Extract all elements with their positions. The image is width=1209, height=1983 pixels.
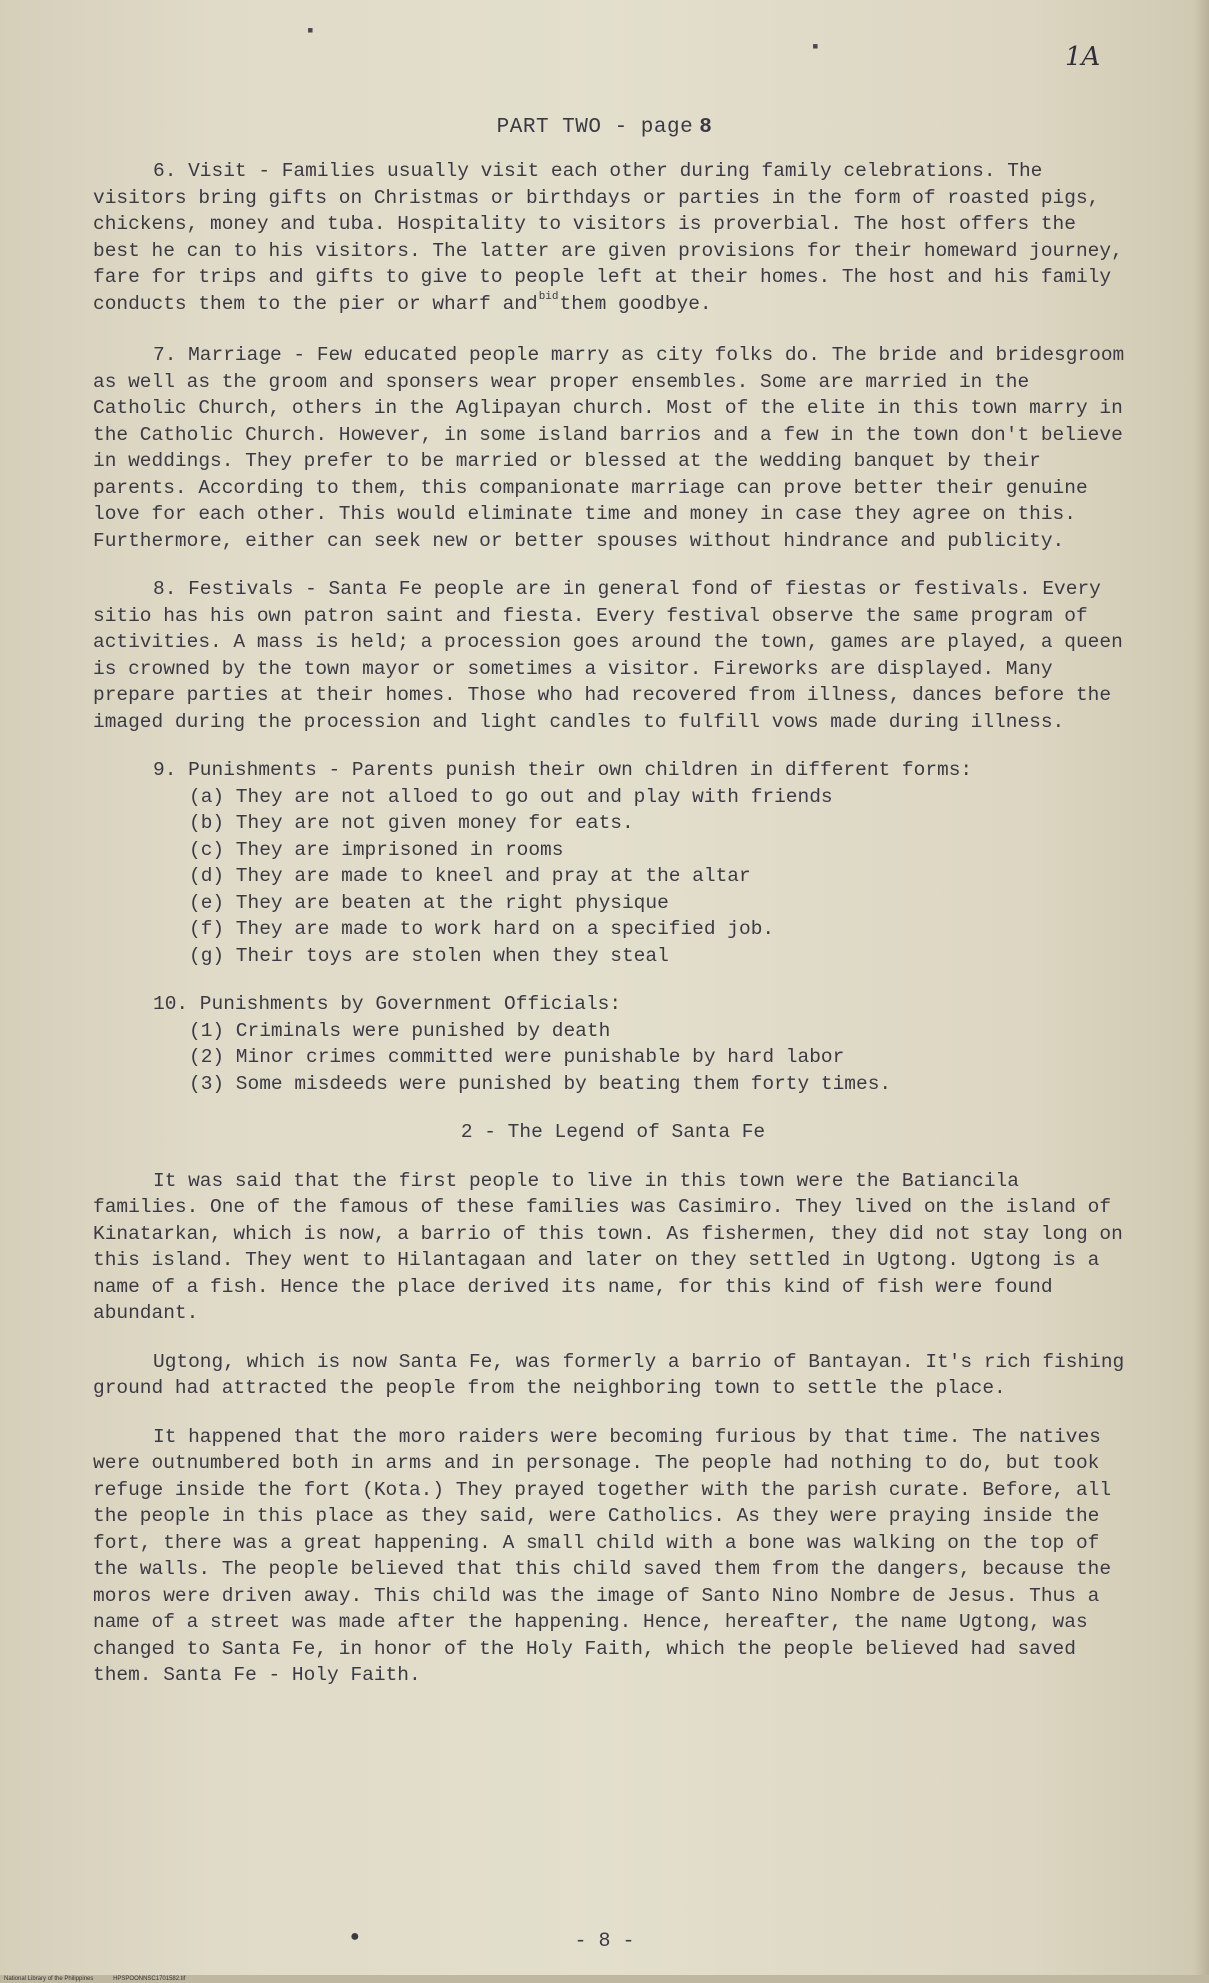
heading-title: PART TWO - page [496, 116, 694, 139]
legend-title: 2 - The Legend of Santa Fe [460, 1121, 766, 1143]
footer-page-number: - 8 - [574, 1930, 635, 1953]
punch-mark-left: ▪ [305, 22, 316, 42]
gov-punishments-list [189, 1018, 1133, 1098]
legend-paragraph-3: It happened that the moro raiders were becoming furious by that time. The natives were outnumbered both in arms and in personage. The people had nothing to do, but took refuge inside the fort (Kota.) They prayed together with the parish curate. Before, all the people in this place as they said, were Catholics. As they were praying inside the fort, there was a great happening. A small child with a bone was walking on the top of the walls. The people believed that this child saved them from the dangers, because the moros were driven away. This child was the image of Santo Nino Nombre de Jesus. Thus a name of a street was made after the happening. Hence, hereafter, the name Ugtong, was changed to Santa Fe, in honor of the Holy Faith, which the people believed had saved them. Santa Fe - Holy Faith. [93, 1425, 1112, 1686]
legend-paragraph-1: It was said that the first people to live in this town were the Batiancila families. One of the famous of these families was Casimiro. They lived on the island of Kinatarkan, which is now, a barrio of this town. As fishermen, they did not stay long on this island. They went to Hilantagaan and later on they settled in Ugtong. Ugtong is a name of a fish. Hence the place derived its name, for this kind of fish were found abundant. [93, 1169, 1123, 1324]
document-body [93, 158, 1133, 1689]
visit-end-text: them goodbye. [559, 292, 712, 315]
section-visit [93, 158, 1133, 320]
section-marriage: 7. Marriage - Few educated people marry as city folks do. The bride and bridesgroom as well as the groom and sponsers wear proper ensembles. Some are married in the Catholic Church, others in the Aglipayan church. Most of the elite in this town marry in the Catholic Church. However, in some island barrios and a few in the town don't believe in weddings. They prefer to be married or blessed at the wedding banquet by their parents. According to them, this companionate marriage can prove better their genuine love for each other. This would eliminate time and money in case they agree on this. Furthermore, either can seek new or better spouses without hindrance and publicity. [93, 344, 1125, 552]
visit-text: 6. Visit - Families usually visit each other during family celebrations. The visitors bring gifts on Christmas or birthdays or parties in the form of roasted pigs, chickens, money and tuba. Hospitality to visitors is proverbial. The host offers the best he can to his visitors. The latter are given provisions for their homeward journey, fare for trips and gifts to give to people left at their homes. The host and his family conducts them to the pier or wharf and [93, 160, 1123, 315]
section-punishments: 9. Punishments - Parents punish their own children in different forms: [153, 759, 973, 781]
heading-page-number: 8 [699, 116, 713, 139]
library-name: National Library of the Philippines [4, 1976, 94, 1982]
list-item: (1) Criminals were punished by death [189, 1019, 611, 1042]
list-item: (e) They are beaten at the right physique [189, 891, 669, 914]
list-item: (c) They are imprisoned in rooms [189, 838, 564, 861]
section-festivals: 8. Festivals - Santa Fe people are in general fond of fiestas or festivals. Every sitio has his own patron saint and fiesta. Every festival observe the same program of activities. A mass is held; a procession goes around the town, games are played, a queen is crowned by the town mayor or sometimes a visitor. Fireworks are displayed. Many prepare parties at their homes. Those who had recovered from illness, dances before the imaged during the procession and light candles to fulfill vows made during illness. [93, 578, 1123, 733]
list-item: (d) They are made to kneel and pray at the altar [189, 865, 751, 887]
list-item: (g) Their toys are stolen when they steal [189, 944, 669, 967]
page-footer [0, 1930, 1209, 1953]
legend-paragraph-2: Ugtong, which is now Santa Fe, was formerly a barrio of Bantayan. It's rich fishing ground had attracted the people from the neighboring town to settle the place. [93, 1350, 1125, 1399]
section-gov-punishments: 10. Punishments by Government Officials: [153, 993, 622, 1015]
list-item: (f) They are made to work hard on a specified job. [189, 918, 775, 940]
list-item: (a) They are not alloed to go out and play with friends [189, 785, 833, 808]
punishments-list [189, 784, 1133, 970]
page-edge [1195, 0, 1209, 1975]
punch-mark-right: ▪ [810, 38, 821, 58]
list-item: (2) Minor crimes committed were punishable by hard labor [189, 1046, 845, 1068]
handwritten-insert: bid [538, 290, 559, 303]
file-id: HPSPOONNSC1701582.tif [113, 1976, 186, 1982]
list-item: (b) They are not given money for eats. [189, 812, 634, 834]
folio-number: 1A [1065, 42, 1101, 72]
page-heading [0, 116, 1209, 139]
footer-mark: ● [350, 1928, 360, 1946]
list-item: (3) Some misdeeds were punished by beating them forty times. [189, 1072, 892, 1095]
scan-caption [0, 1975, 1209, 1983]
